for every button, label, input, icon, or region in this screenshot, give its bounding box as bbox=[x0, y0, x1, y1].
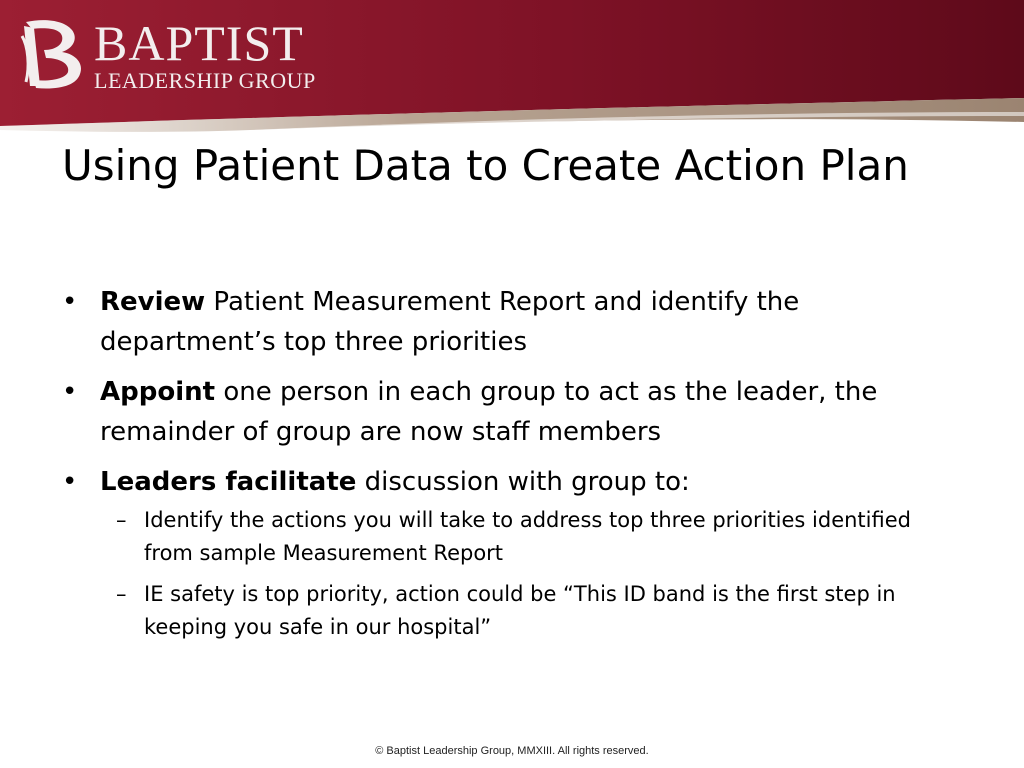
bullet-text: Patient Measurement Report and identify the department’s top three priorities bbox=[100, 287, 800, 357]
sub-bullet-marker: – bbox=[116, 582, 127, 606]
sub-bullet-item bbox=[100, 504, 962, 570]
sub-bullet-list bbox=[100, 504, 962, 644]
bullet-marker: • bbox=[62, 287, 78, 317]
bullet-list bbox=[62, 282, 962, 654]
bullet-item bbox=[62, 462, 962, 644]
bullet-item bbox=[62, 372, 962, 452]
logo-name: BAPTIST bbox=[94, 15, 304, 71]
bullet-text: discussion with group to: bbox=[356, 467, 690, 497]
logo-subtitle: LEADERSHIP GROUP bbox=[94, 68, 316, 93]
logo-b-icon bbox=[18, 16, 88, 92]
slide-title: Using Patient Data to Create Action Plan bbox=[62, 141, 909, 190]
bullet-keyword: Review bbox=[100, 287, 206, 317]
bullet-marker: • bbox=[62, 377, 78, 407]
sub-bullet-text: Identify the actions you will take to address top three priorities identified from sample Measurement Report bbox=[144, 508, 911, 565]
bullet-marker: • bbox=[62, 467, 78, 497]
bullet-item bbox=[62, 282, 962, 362]
sub-bullet-marker: – bbox=[116, 508, 127, 532]
bullet-keyword: Leaders facilitate bbox=[100, 467, 357, 497]
bullet-text: one person in each group to act as the leader, the remainder of group are now staff members bbox=[100, 377, 878, 447]
sub-bullet-item bbox=[100, 578, 962, 644]
sub-bullet-text: IE safety is top priority, action could be “This ID band is the first step in keeping you safe in our hospital” bbox=[144, 582, 896, 639]
logo bbox=[18, 16, 358, 94]
bullet-keyword: Appoint bbox=[100, 377, 216, 407]
copyright-footer: © Baptist Leadership Group, MMXIII. All rights reserved. bbox=[375, 745, 649, 757]
